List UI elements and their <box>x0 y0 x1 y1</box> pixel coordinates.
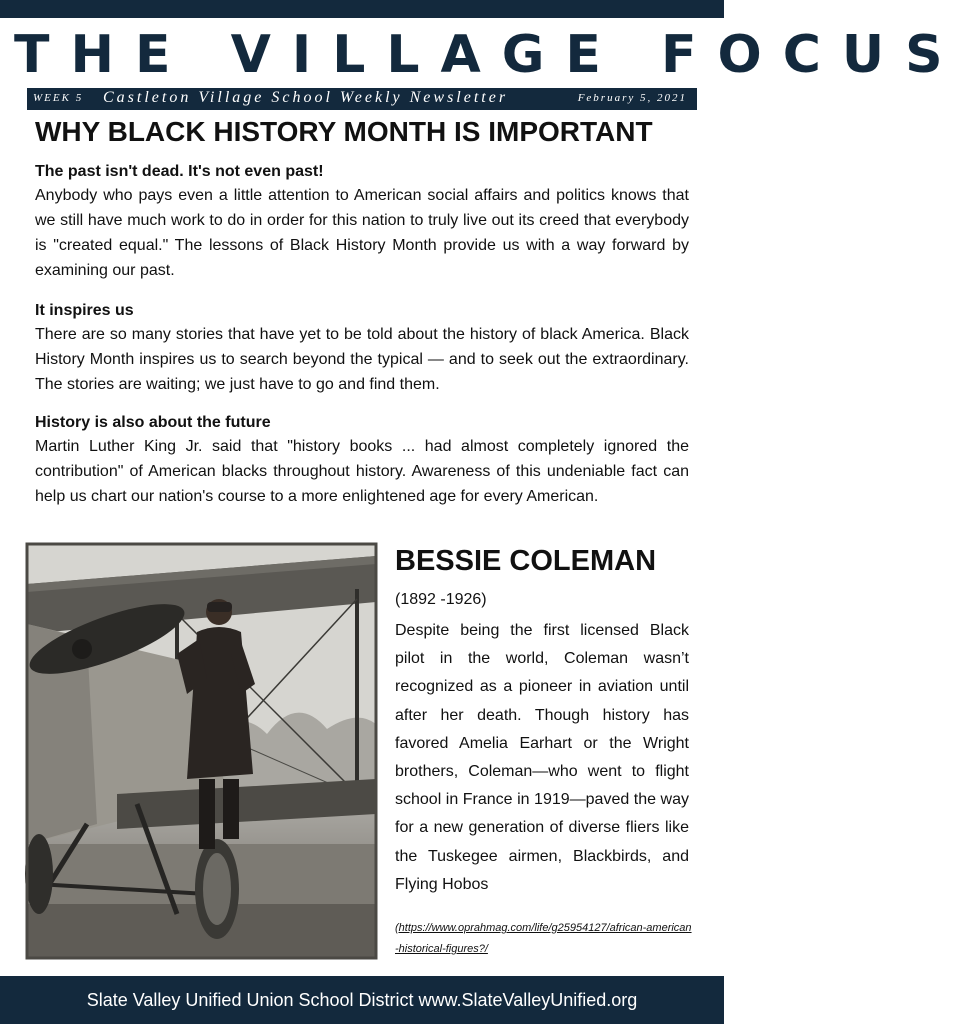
feature-body: Despite being the first licensed Black pilot in the world, Coleman wasn’t recognized as a pioneer in aviation until after her death. Though history has favored Amelia Earhart or the Wright brothers, Coleman—who went to flight school in France in 1919—paved the way for a new generation of diverse fliers like the Tuskegee airmen, Blackbirds, and Flying Hobos <box>395 622 689 893</box>
article-section <box>35 412 689 509</box>
masthead-subbar <box>27 88 697 110</box>
top-bar <box>0 0 724 18</box>
bessie-coleman-photo <box>27 544 376 958</box>
article-section <box>35 300 689 397</box>
section-body: Anybody who pays even a little attention to American social affairs and politics knows that we still have much work to do in order for this nation to truly live out its creed that everybody is "created equal." The lessons of Black History Month provide us with a way forward by examining our past. <box>35 187 689 279</box>
section-heading: The past isn't dead. It's not even past! <box>35 163 324 180</box>
article-heading: WHY BLACK HISTORY MONTH IS IMPORTANT <box>35 116 653 147</box>
week-label: WEEK 5 <box>33 92 84 104</box>
section-body: There are so many stories that have yet to be told about the history of black America. Black History Month inspires us to search beyond the typical — and to seek out the extraordinary. The stories are waiting; we just have to go and find them. <box>35 326 689 393</box>
section-heading: History is also about the future <box>35 414 271 431</box>
section-heading: It inspires us <box>35 302 134 319</box>
feature-title: BESSIE COLEMAN <box>395 545 657 577</box>
section-body: Martin Luther King Jr. said that "history books ... had almost completely ignored the contribution" of American blacks throughout history. Awareness of this undeniable fact can help us chart our nation's course to a more enlightened age for every American. <box>35 438 689 505</box>
masthead-title: THE VILLAGE FOCUS <box>14 25 964 85</box>
article-section <box>35 161 689 283</box>
source-link[interactable]: (https://www.oprahmag.com/life/g25954127/african-american-historical-figures?/ <box>395 922 692 955</box>
feature-years: (1892 -1926) <box>395 591 487 608</box>
biplane-illustration <box>27 544 376 958</box>
footer: Slate Valley Unified Union School District www.SlateValleyUnified.org <box>0 976 724 1024</box>
newsletter-subtitle: Castleton Village School Weekly Newsletter <box>103 89 509 106</box>
issue-date: February 5, 2021 <box>577 92 687 104</box>
